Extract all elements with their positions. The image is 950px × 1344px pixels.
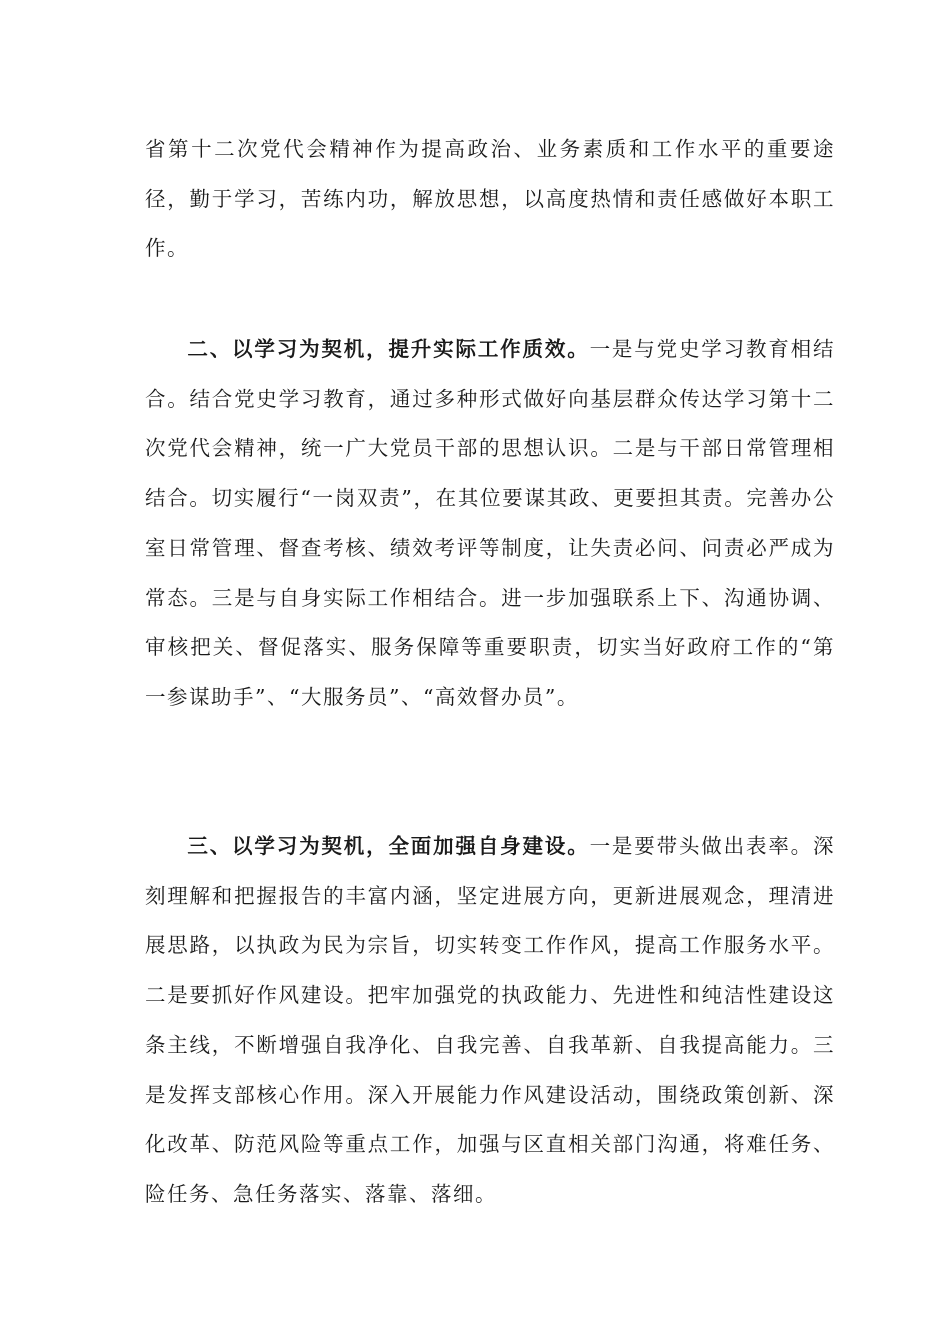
paragraph-text: 省第十二次党代会精神作为提高政治、业务素质和工作水平的重要途径，勤于学习，苦练内功，解放思想，以高度热情和责任感做好本职工作。 (145, 137, 835, 261)
paragraph-text: 一是要带头做出表率。深刻理解和把握报告的丰富内涵，坚定进展方向，更新进展观念，理清进展思路，以执政为民为宗旨，切实转变工作作风，提高工作服务水平。二是要抓好作风建设。把牢加强党的执政能力、先进性和纯洁性建设这条主线，不断增强自我净化、自我完善、自我革新、自我提高能力。三是发挥支部核心作用。深入开展能力作风建设活动，围绕政策创新、深化改革、防范风险等重点工作，加强与区直相关部门沟通，将难任务、险任务、急任务落实、落靠、落细。 (145, 834, 836, 1206)
paragraph-section-three (145, 822, 835, 1220)
paragraph-section-two (145, 325, 835, 723)
paragraph-text: 一是与党史学习教育相结合。结合党史学习教育，通过多种形式做好向基层群众传达学习第十二次党代会精神，统一广大党员干部的思想认识。二是与干部日常管理相结合。切实履行“一岗双责”，在其位要谋其政、更要担其责。完善办公室日常管理、督查考核、绩效考评等制度，让失责必问、问责必严成为常态。三是与自身实际工作相结合。进一步加强联系上下、沟通协调、审核把关、督促落实、服务保障等重要职责，切实当好政府工作的“第一参谋助手”、“大服务员”、“高效督办员”。 (145, 337, 836, 709)
section-heading: 二、以学习为契机，提升实际工作质效。 (187, 337, 590, 361)
section-heading: 三、以学习为契机，全面加强自身建设。 (187, 834, 590, 858)
paragraph-continuation (145, 125, 835, 274)
